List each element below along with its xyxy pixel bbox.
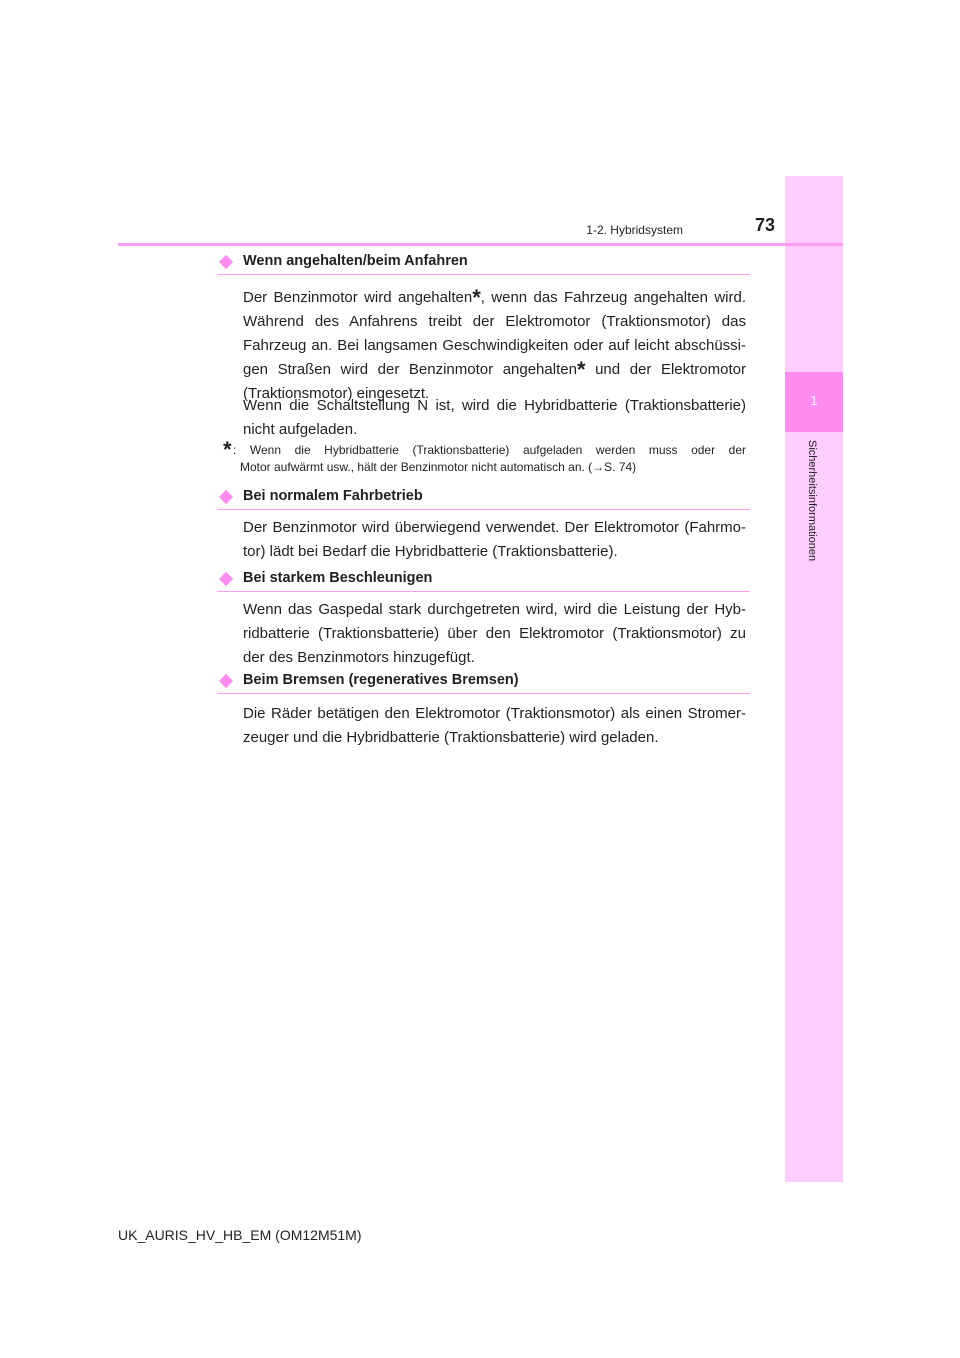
paragraph: Die Räder betätigen den Elektromotor (Traktionsmotor) als einen Stromer-zeuger und die Hybridbatterie (Traktionsbatterie) wird geladen.: [243, 705, 746, 746]
paragraph-text: und der Elektromotor (Traktionsmotor) eingesetzt.: [243, 361, 746, 402]
chapter-side-tab: [785, 176, 843, 1182]
paragraph: Wenn das Gaspedal stark durchgetreten wird, wird die Leistung der Hyb-ridbatterie (Traktionsbatterie) über den Elektromotor (Traktionsmotor) zu der des Benzinmotors hinzugefügt.: [243, 601, 746, 666]
document-code: UK_AURIS_HV_HB_EM (OM12M51M): [118, 1227, 362, 1243]
footnote: [233, 442, 746, 476]
footnote-line: Motor aufwärmt usw., hält der Benzinmotor nicht automatisch an. (→S. 74): [240, 460, 637, 474]
page-number: 73: [754, 215, 775, 235]
footnote-ref: *: [576, 357, 586, 382]
header-rule: [118, 243, 843, 246]
subheading-regenerative-braking: [217, 672, 750, 694]
paragraph: Wenn die Schaltstellung N ist, wird die Hybridbatterie (Traktionsbatterie) nicht aufgeladen.: [243, 397, 746, 438]
subheading-stopped-starting: [217, 253, 750, 275]
paragraph: Der Benzinmotor wird überwiegend verwendet. Der Elektromotor (Fahrmo-tor) lädt bei Bedarf die Hybridbatterie (Traktionsbatterie).: [243, 519, 746, 560]
diamond-bullet-icon: [219, 572, 233, 586]
chapter-number: 1: [810, 393, 818, 408]
footnote-ref: *: [472, 285, 481, 310]
subheading-normal-driving: [217, 488, 750, 510]
subheading-strong-acceleration: [217, 570, 750, 592]
subheading-text: Bei normalem Fahrbetrieb: [243, 488, 423, 504]
section-label: 1-2. Hybridsystem: [586, 223, 683, 237]
subheading-text: Beim Bremsen (regeneratives Bremsen): [243, 672, 519, 688]
paragraph: [243, 286, 746, 406]
chapter-title: Sicherheitsinformationen: [806, 440, 818, 562]
footnote-line: : Wenn die Hybridbatterie (Traktionsbatterie) aufgeladen werden muss oder der: [233, 443, 746, 457]
diamond-bullet-icon: [219, 674, 233, 688]
diamond-bullet-icon: [219, 490, 233, 504]
paragraph-text: , wenn das Fahrzeug angehalten wird. Während des Anfahrens treibt der Elektromotor (Traktionsmotor) das Fahrzeug an. Bei langsamen Geschwindigkeiten oder auf leicht abschüssi-gen Straßen wird der Benzinmotor angehalten: [243, 289, 747, 378]
subheading-text: Wenn angehalten/beim Anfahren: [243, 253, 468, 269]
paragraph-text: Der Benzinmotor wird angehalten: [243, 289, 473, 306]
footnote-marker: *: [223, 437, 232, 462]
subheading-text: Bei starkem Beschleunigen: [243, 570, 433, 586]
diamond-bullet-icon: [219, 255, 233, 269]
